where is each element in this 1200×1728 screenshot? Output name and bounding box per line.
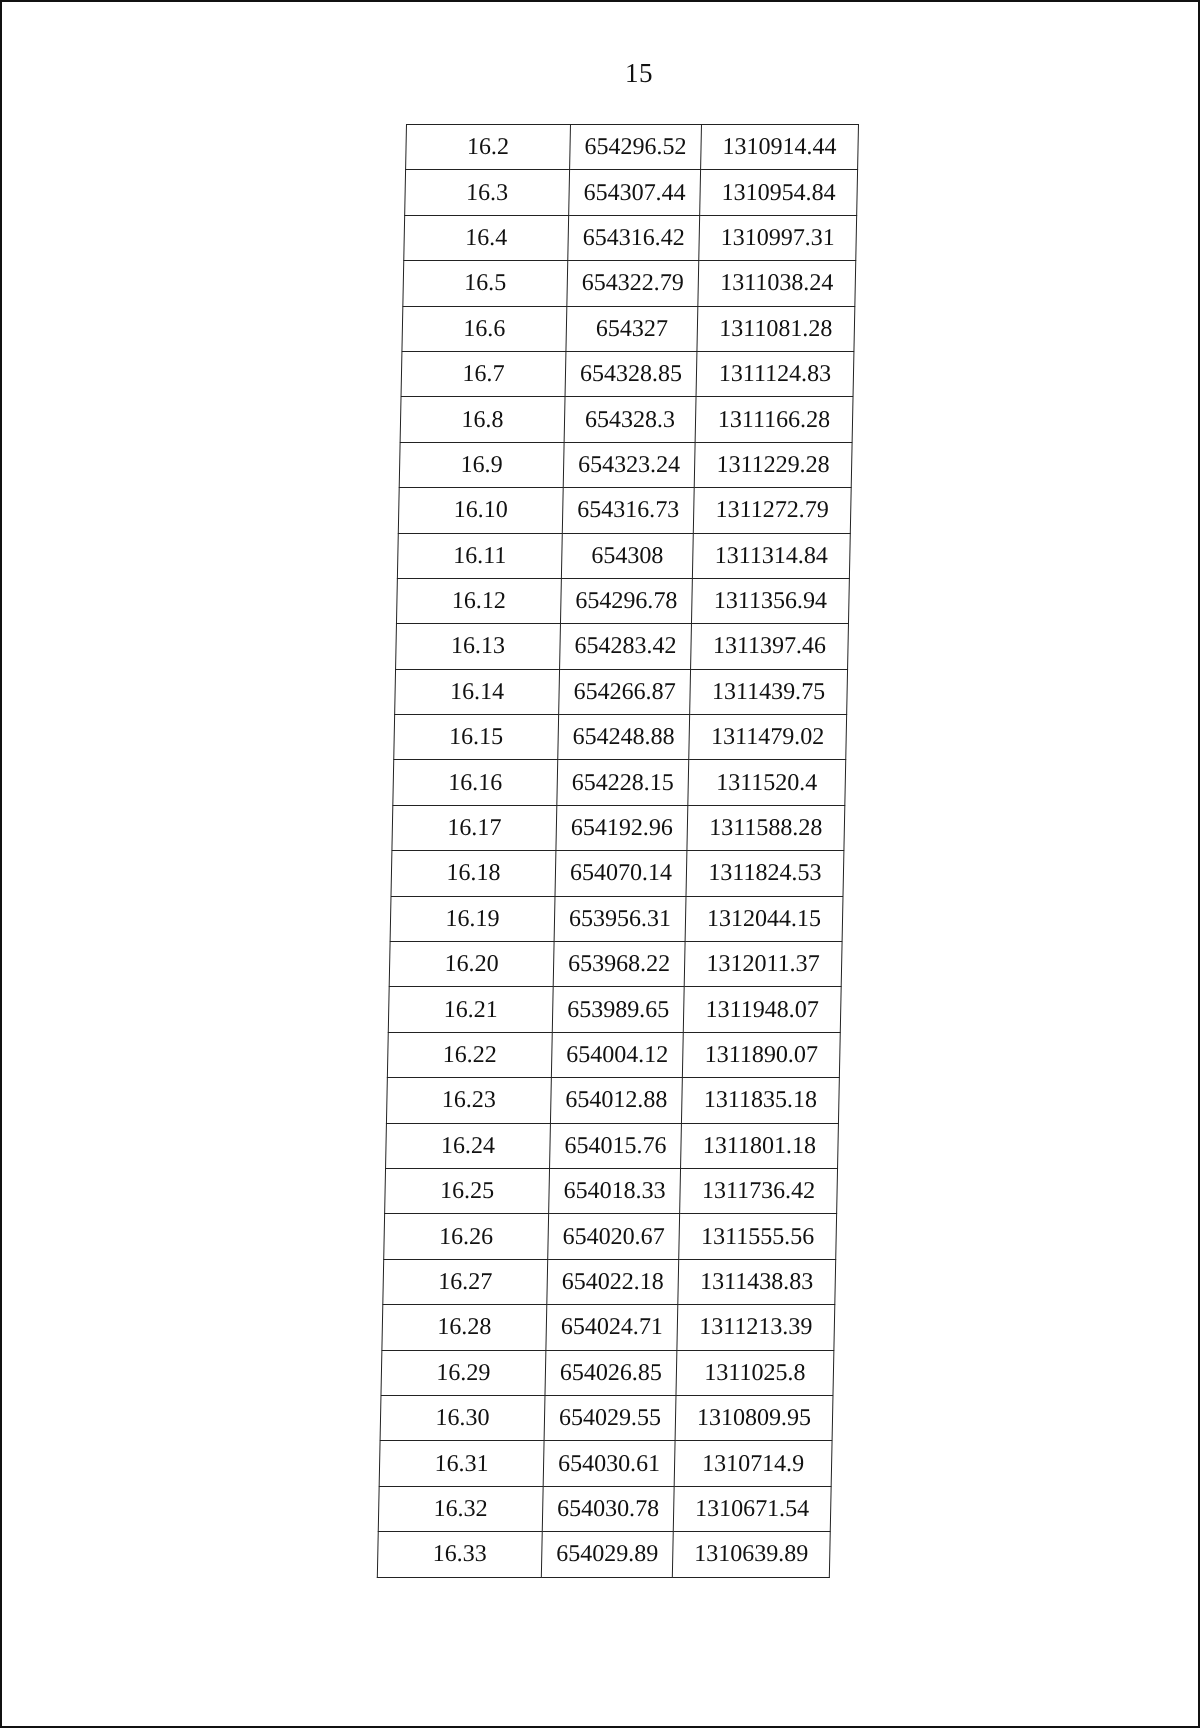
y-coordinate-cell: 1311948.07 [683, 987, 841, 1032]
y-coordinate-cell: 1311397.46 [691, 624, 849, 669]
y-coordinate-cell: 1311038.24 [698, 261, 856, 306]
table-row [377, 1532, 830, 1577]
y-coordinate-cell: 1311736.42 [680, 1168, 838, 1213]
point-id-cell: 16.5 [403, 261, 568, 306]
x-coordinate-cell: 654020.67 [548, 1214, 680, 1259]
table-row [402, 306, 855, 351]
y-coordinate-cell: 1310714.9 [674, 1441, 832, 1486]
point-id-cell: 16.33 [377, 1532, 542, 1577]
y-coordinate-cell: 1310914.44 [701, 125, 859, 170]
point-id-cell: 16.22 [387, 1032, 552, 1077]
y-coordinate-cell: 1311025.8 [676, 1350, 834, 1395]
point-id-cell: 16.30 [380, 1395, 545, 1440]
y-coordinate-cell: 1310997.31 [699, 215, 857, 260]
y-coordinate-cell: 1311479.02 [689, 715, 847, 760]
x-coordinate-cell: 654327 [566, 306, 698, 351]
x-coordinate-cell: 654322.79 [567, 261, 699, 306]
table-row [380, 1395, 833, 1440]
point-id-cell: 16.7 [401, 351, 566, 396]
point-id-cell: 16.17 [392, 805, 557, 850]
table-row [388, 987, 841, 1032]
table-row [394, 715, 847, 760]
x-coordinate-cell: 654029.55 [544, 1395, 676, 1440]
table-row [382, 1305, 835, 1350]
coordinates-table-container [377, 124, 858, 1578]
x-coordinate-cell: 654328.3 [564, 397, 696, 442]
y-coordinate-cell: 1310671.54 [673, 1486, 831, 1531]
x-coordinate-cell: 654316.42 [568, 215, 700, 260]
point-id-cell: 16.32 [378, 1486, 543, 1531]
x-coordinate-cell: 654308 [561, 533, 693, 578]
x-coordinate-cell: 654296.52 [570, 125, 702, 170]
y-coordinate-cell: 1311824.53 [686, 851, 844, 896]
x-coordinate-cell: 653968.22 [553, 942, 685, 987]
x-coordinate-cell: 654328.85 [565, 351, 697, 396]
coordinates-table [377, 124, 859, 1578]
x-coordinate-cell: 654316.73 [562, 488, 694, 533]
table-row [384, 1214, 837, 1259]
point-id-cell: 16.15 [394, 715, 559, 760]
x-coordinate-cell: 654029.89 [541, 1532, 673, 1577]
table-row [386, 1123, 839, 1168]
table-row [401, 351, 854, 396]
point-id-cell: 16.11 [397, 533, 562, 578]
table-row [378, 1486, 831, 1531]
y-coordinate-cell: 1311438.83 [678, 1259, 836, 1304]
table-row [386, 1078, 839, 1123]
y-coordinate-cell: 1310639.89 [672, 1532, 830, 1577]
point-id-cell: 16.9 [399, 442, 564, 487]
x-coordinate-cell: 654030.61 [543, 1441, 675, 1486]
point-id-cell: 16.24 [386, 1123, 551, 1168]
point-id-cell: 16.2 [406, 125, 571, 170]
x-coordinate-cell: 654030.78 [542, 1486, 674, 1531]
point-id-cell: 16.10 [398, 488, 563, 533]
point-id-cell: 16.29 [381, 1350, 546, 1395]
table-row [400, 397, 853, 442]
y-coordinate-cell: 1311555.56 [679, 1214, 837, 1259]
point-id-cell: 16.14 [395, 669, 560, 714]
y-coordinate-cell: 1311356.94 [691, 578, 849, 623]
point-id-cell: 16.6 [402, 306, 567, 351]
table-row [383, 1259, 836, 1304]
x-coordinate-cell: 654248.88 [558, 715, 690, 760]
y-coordinate-cell: 1311439.75 [690, 669, 848, 714]
point-id-cell: 16.19 [390, 896, 555, 941]
table-row [389, 942, 842, 987]
table-row [396, 624, 849, 669]
y-coordinate-cell: 1311890.07 [682, 1032, 840, 1077]
point-id-cell: 16.23 [386, 1078, 551, 1123]
y-coordinate-cell: 1311213.39 [677, 1305, 835, 1350]
table-row [405, 170, 858, 215]
point-id-cell: 16.18 [391, 851, 556, 896]
point-id-cell: 16.16 [393, 760, 558, 805]
x-coordinate-cell: 654228.15 [557, 760, 689, 805]
table-row [381, 1350, 834, 1395]
coordinates-table-body [377, 125, 858, 1578]
point-id-cell: 16.27 [383, 1259, 548, 1304]
y-coordinate-cell: 1311835.18 [681, 1078, 839, 1123]
point-id-cell: 16.8 [400, 397, 565, 442]
table-row [395, 669, 848, 714]
table-row [379, 1441, 832, 1486]
point-id-cell: 16.31 [379, 1441, 544, 1486]
table-row [392, 805, 845, 850]
y-coordinate-cell: 1310954.84 [700, 170, 858, 215]
x-coordinate-cell: 654070.14 [555, 851, 687, 896]
x-coordinate-cell: 654012.88 [550, 1078, 682, 1123]
point-id-cell: 16.4 [404, 215, 569, 260]
y-coordinate-cell: 1310809.95 [675, 1395, 833, 1440]
point-id-cell: 16.28 [382, 1305, 547, 1350]
point-id-cell: 16.3 [405, 170, 570, 215]
x-coordinate-cell: 654192.96 [556, 805, 688, 850]
y-coordinate-cell: 1311166.28 [695, 397, 853, 442]
table-row [398, 488, 851, 533]
y-coordinate-cell: 1311229.28 [694, 442, 852, 487]
x-coordinate-cell: 654026.85 [545, 1350, 677, 1395]
table-row [393, 760, 846, 805]
table-row [390, 896, 843, 941]
y-coordinate-cell: 1311272.79 [693, 488, 851, 533]
y-coordinate-cell: 1311124.83 [696, 351, 854, 396]
x-coordinate-cell: 654323.24 [563, 442, 695, 487]
table-row [387, 1032, 840, 1077]
table-row [399, 442, 852, 487]
point-id-cell: 16.20 [389, 942, 554, 987]
x-coordinate-cell: 653956.31 [554, 896, 686, 941]
point-id-cell: 16.21 [388, 987, 553, 1032]
y-coordinate-cell: 1311801.18 [681, 1123, 839, 1168]
x-coordinate-cell: 654296.78 [560, 578, 692, 623]
y-coordinate-cell: 1311081.28 [697, 306, 855, 351]
table-row [397, 533, 850, 578]
x-coordinate-cell: 654022.18 [547, 1259, 679, 1304]
table-row [404, 215, 857, 260]
x-coordinate-cell: 654018.33 [549, 1168, 681, 1213]
y-coordinate-cell: 1311314.84 [692, 533, 850, 578]
x-coordinate-cell: 654004.12 [551, 1032, 683, 1077]
x-coordinate-cell: 654015.76 [550, 1123, 682, 1168]
point-id-cell: 16.26 [384, 1214, 549, 1259]
y-coordinate-cell: 1312011.37 [684, 942, 842, 987]
table-row [396, 578, 849, 623]
page-number: 15 [625, 58, 653, 88]
y-coordinate-cell: 1312044.15 [685, 896, 843, 941]
y-coordinate-cell: 1311520.4 [688, 760, 846, 805]
point-id-cell: 16.12 [396, 578, 561, 623]
x-coordinate-cell: 654307.44 [569, 170, 701, 215]
x-coordinate-cell: 654283.42 [560, 624, 692, 669]
table-row [403, 261, 856, 306]
table-row [391, 851, 844, 896]
table-row [385, 1168, 838, 1213]
y-coordinate-cell: 1311588.28 [687, 805, 845, 850]
x-coordinate-cell: 654266.87 [559, 669, 691, 714]
x-coordinate-cell: 653989.65 [552, 987, 684, 1032]
table-row [406, 125, 859, 170]
point-id-cell: 16.13 [396, 624, 561, 669]
point-id-cell: 16.25 [385, 1168, 550, 1213]
x-coordinate-cell: 654024.71 [546, 1305, 678, 1350]
